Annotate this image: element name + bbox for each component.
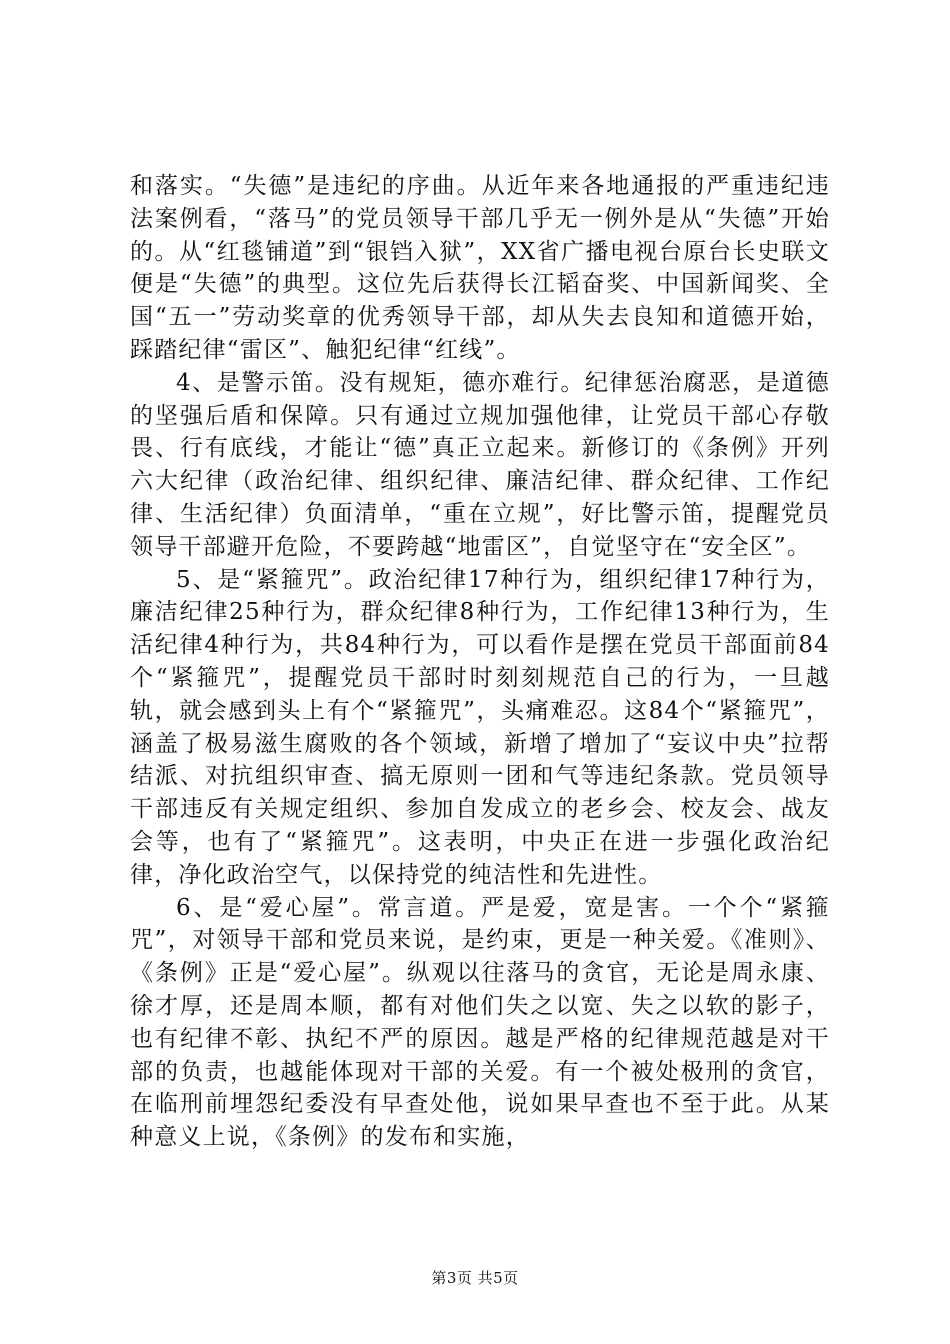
paragraph-2: 4、是警示笛。没有规矩，德亦难行。纪律惩治腐恶，是道德的坚强后盾和保障。只有通过立规加强他律，让党员干部心存敬畏、行有底线，才能让“德”真正立起来。新修订的《条例》开列六大纪律（政治纪律、组织纪律、廉洁纪律、群众纪律、工作纪律、生活纪律）负面清单，“重在立规”，好比警示笛，提醒党员领导干部避开危险，不要跨越“地雷区”，自觉坚守在“安全区”。 xyxy=(130,369,830,560)
paragraph-1: 和落实。“失德”是违纪的序曲。从近年来各地通报的严重违纪违法案例看，“落马”的党员领导干部几乎无一例外是从“失德”开始的。从“红毯铺道”到“银铛入狱”，XX省广播电视台原台长史联文便是“失德”的典型。这位先后获得长江韬奋奖、中国新闻奖、全国“五一”劳动奖章的优秀领导干部，却从失去良知和道德开始，踩踏纪律“雷区”、触犯纪律“红线”。 xyxy=(130,173,830,363)
body-text xyxy=(130,170,830,1154)
page-number-footer: 第3页 共5页 xyxy=(431,1269,519,1287)
paragraph-3: 5、是“紧箍咒”。政治纪律17种行为，组织纪律17种行为，廉洁纪律25种行为，群众纪律8种行为，工作纪律13种行为，生活纪律4种行为，共84种行为，可以看作是摆在党员干部面前84个“紧箍咒”，提醒党员干部时时刻刻规范自己的行为，一旦越轨，就会感到头上有个“紧箍咒”，头痛难忍。这84个“紧箍咒”，涵盖了极易滋生腐败的各个领域，新增了增加了“妄议中央”拉帮结派、对抗组织审查、搞无原则一团和气等违纪条款。党员领导干部违反有关规定组织、参加自发成立的老乡会、校友会、战友会等，也有了“紧箍咒”。这表明，中央正在进一步强化政治纪律，净化政治空气，以保持党的纯洁性和先进性。 xyxy=(130,566,830,888)
paragraph-4: 6、是“爱心屋”。常言道。严是爱，宽是害。一个个“紧箍咒”，对领导干部和党员来说，是约束，更是一种关爱。《准则》、《条例》正是“爱心屋”。纵观以往落马的贪官，无论是周永康、徐才厚，还是周本顺，都有对他们失之以宽、失之以软的影子，也有纪律不彰、执纪不严的原因。越是严格的纪律规范越是对干部的负责，也越能体现对干部的关爱。有一个被处极刑的贪官，在临刑前埋怨纪委没有早查处他，说如果早查也不至于此。从某种意义上说，《条例》的发布和实施， xyxy=(130,894,830,1151)
